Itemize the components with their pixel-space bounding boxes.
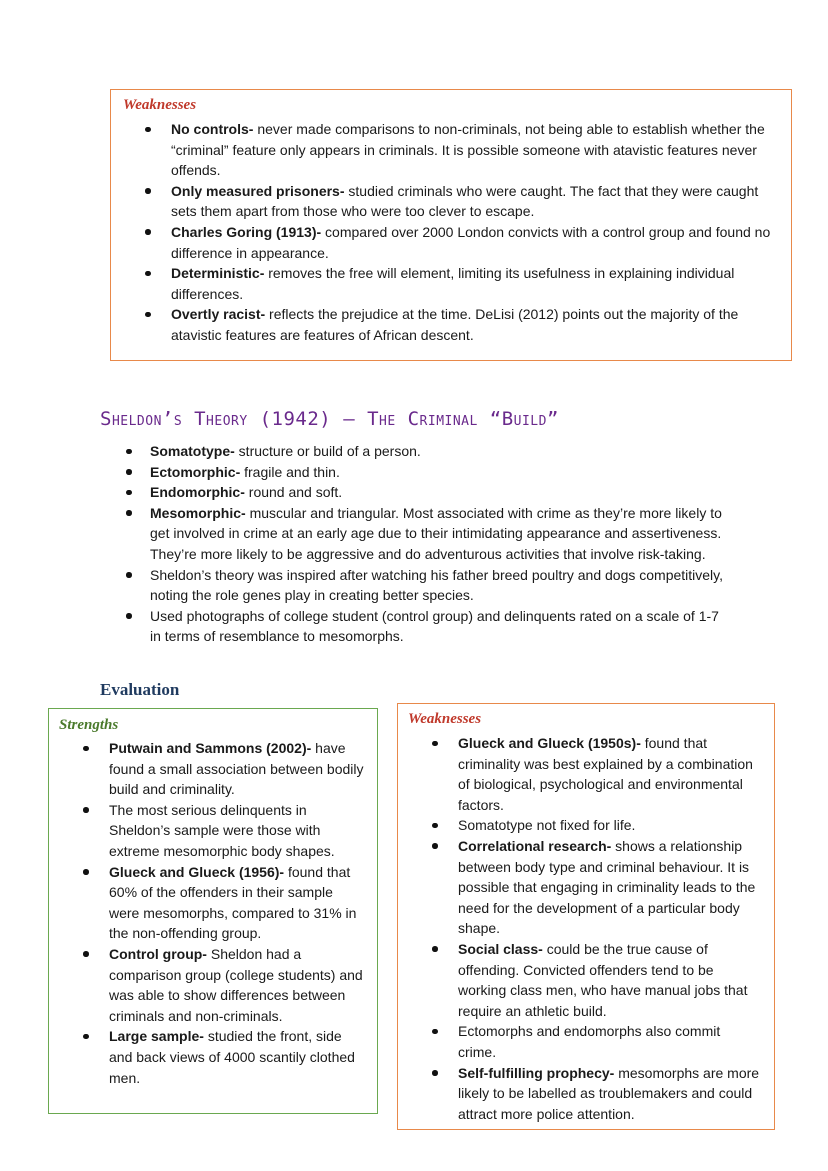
weaknesses-box-top — [110, 89, 792, 361]
weaknesses-list-bottom — [398, 733, 762, 1124]
weaknesses-title-bottom: Weaknesses — [408, 711, 482, 727]
list-item — [49, 944, 367, 1026]
item-bold-label: Self-fulfilling prophecy- — [458, 1064, 615, 1081]
item-bold-label: Control group- — [109, 945, 207, 962]
list-item — [100, 482, 730, 503]
strengths-title: Strengths — [59, 717, 119, 733]
item-text: Sheldon had a comparison group (college students) and was able to show differences between criminals and non-criminals. — [109, 945, 363, 1024]
item-bold-label: Charles Goring (1913)- — [171, 223, 322, 240]
item-bold-label: Correlational research- — [458, 837, 612, 854]
item-bold-label: Endomorphic- — [150, 484, 245, 501]
item-bold-label: Glueck and Glueck (1950s)- — [458, 735, 641, 751]
item-text: structure or build of a person. — [234, 443, 421, 459]
list-item — [100, 462, 730, 483]
item-text: Used photographs of college student (control group) and delinquents rated on a scale of 1-7 in terms of resemblance to mesomorphs. — [150, 607, 719, 645]
item-bold-label: Glueck and Glueck (1956)- — [109, 863, 285, 880]
item-bold-label: Putwain and Sammons (2002)- — [109, 740, 312, 756]
item-bold-label: Mesomorphic- — [150, 504, 246, 521]
item-text: could be the true cause of offending. Convicted offenders tend to be working class men, who have manual jobs that require an athletic build. — [458, 940, 748, 1019]
list-item — [398, 836, 762, 939]
list-item — [398, 1021, 762, 1062]
item-text: have found a small association between bodily build and criminality. — [109, 740, 364, 798]
item-text: found that 60% of the offenders in their sample were mesomorphs, compared to 31% in the non-offending group. — [109, 863, 357, 942]
item-bold-label: Overtly racist- — [171, 306, 266, 323]
item-text: compared over 2000 London convicts with a control group and found no difference in appearance. — [171, 223, 771, 261]
list-item — [111, 181, 773, 222]
evaluation-heading: Evaluation — [100, 680, 180, 699]
item-text: Sheldon’s theory was inspired after watching his father breed poultry and dogs competitively, noting the role genes play in creating better species. — [150, 566, 724, 604]
weaknesses-list — [111, 119, 773, 346]
item-text: found that criminality was best explained by a combination of biological, psychological and environmental factors. — [458, 735, 753, 813]
item-text: muscular and triangular. Most associated with crime as they’re more likely to get involved in crime at an early age due to their intimidating appearance and assertiveness. They’re more likely to be aggressive and do adventurous activities that involve risk-taking. — [150, 504, 722, 562]
item-text: round and soft. — [244, 484, 343, 501]
section-heading: Sheldon’s Theory (1942) – The Criminal “Build” — [100, 408, 559, 430]
list-item — [100, 565, 730, 606]
item-text: removes the free will element, limiting its usefulness in explaining individual differences. — [171, 265, 735, 302]
list-item — [398, 733, 762, 815]
weaknesses-title: Weaknesses — [123, 97, 197, 113]
item-text: Ectomorphs and endomorphs also commit crime. — [458, 1023, 721, 1060]
item-bold-label: Somatotype- — [150, 443, 235, 459]
list-item — [111, 119, 773, 181]
item-bold-label: Only measured prisoners- — [171, 182, 345, 199]
item-bold-label: Ectomorphic- — [150, 463, 241, 480]
item-text: Somatotype not fixed for life. — [458, 817, 636, 834]
list-item — [398, 1063, 762, 1125]
item-text: never made comparisons to non-criminals, not being able to establish whether the “criminal” feature only appears in criminals. It is possible someone with atavistic features never offends. — [171, 121, 765, 179]
list-item — [398, 939, 762, 1021]
item-text: reflects the prejudice at the time. DeLisi (2012) points out the majority of the atavistic features are features of African descent. — [171, 306, 739, 343]
strengths-list — [49, 738, 367, 1088]
item-text: studied the front, side and back views of 4000 scantily clothed men. — [109, 1028, 355, 1086]
list-item — [111, 263, 773, 304]
list-item — [100, 441, 730, 462]
item-text: The most serious delinquents in Sheldon’s sample were those with extreme mesomorphic body shapes. — [109, 801, 335, 859]
item-bold-label: Large sample- — [109, 1028, 204, 1045]
item-text: fragile and thin. — [240, 463, 340, 480]
item-text: shows a relationship between body type and criminal behaviour. It is possible that engaging in criminality leads to the need for the development of a particular body shape. — [458, 837, 756, 937]
list-item — [100, 503, 730, 565]
item-bold-label: No controls- — [171, 121, 254, 137]
item-bold-label: Social class- — [458, 940, 543, 957]
list-item — [49, 800, 367, 862]
list-item — [49, 1026, 367, 1088]
theory-points-list — [100, 441, 730, 647]
item-text: studied criminals who were caught. The fact that they were caught sets them apart from those who were too clever to escape. — [171, 182, 759, 220]
item-text: mesomorphs are more likely to be labelled as troublemakers and could attract more police attention. — [458, 1064, 760, 1122]
list-item — [49, 862, 367, 944]
weaknesses-box-bottom — [397, 703, 775, 1130]
list-item — [100, 606, 730, 647]
list-item — [111, 304, 773, 345]
list-item — [111, 222, 773, 263]
list-item — [49, 738, 367, 800]
item-bold-label: Deterministic- — [171, 265, 265, 282]
list-item — [398, 815, 762, 836]
strengths-box — [48, 708, 378, 1114]
